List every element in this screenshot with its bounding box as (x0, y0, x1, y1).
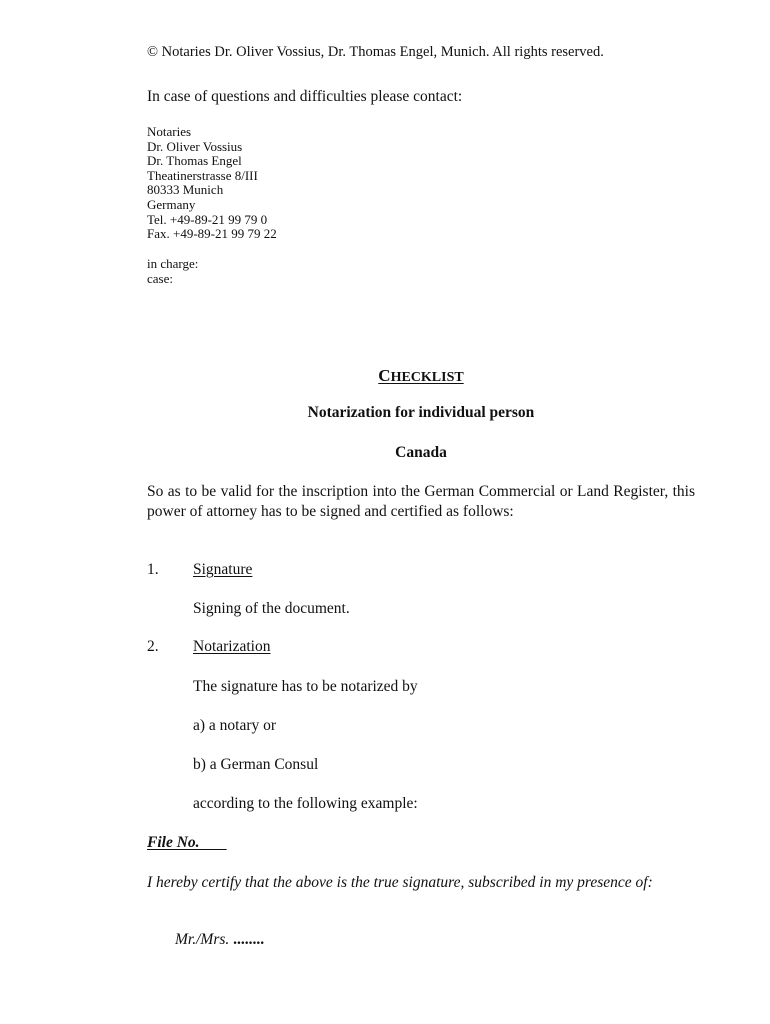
phone-line: Tel. +49-89-21 99 79 0 (147, 211, 268, 227)
in-charge-label: in charge: (147, 256, 199, 271)
file-number-label: File No. (147, 834, 227, 851)
person-placeholder: ........ (233, 931, 265, 948)
fax-line: Fax. +49-89-21 99 79 22 (147, 226, 277, 242)
option-consul: b) a German Consul (193, 756, 319, 773)
section-title: Notarization (193, 638, 271, 655)
case-meta (147, 257, 198, 286)
intro-paragraph: So as to be valid for the inscription into the German Commercial or Land Register, this power of attorney has to be signed and certified as follows: (147, 483, 695, 520)
section-heading-notarization (147, 638, 270, 656)
address-line: Germany (147, 196, 196, 212)
checklist-title-rest: HECKLIST (390, 370, 464, 385)
address-line: Dr. Oliver Vossius (147, 138, 243, 154)
section-title: Signature (193, 561, 253, 578)
certification-text: I hereby certify that the above is the true signature, subscribed in my presence of: (147, 874, 653, 891)
copyright-notice: © Notaries Dr. Oliver Vossius, Dr. Thomas Engel, Munich. All rights reserved. (147, 44, 604, 60)
person-line (175, 931, 264, 949)
section-number: 1. (147, 561, 159, 578)
notary-address-block (147, 125, 277, 242)
case-label: case: (147, 270, 173, 286)
section-paragraph: according to the following example: (193, 795, 418, 812)
section-number: 2. (147, 638, 159, 655)
address-line: 80333 Munich (147, 182, 224, 198)
section-paragraph: The signature has to be notarized by (193, 678, 418, 695)
person-label: Mr./Mrs. (175, 931, 234, 948)
option-notary: a) a notary or (193, 717, 277, 734)
address-line: Notaries (147, 124, 192, 139)
address-line: Theatinerstrasse 8/III (147, 167, 258, 183)
checklist-subtitle: Notarization for individual person (307, 404, 535, 421)
checklist-title (147, 366, 695, 386)
checklist-country: Canada (395, 444, 447, 461)
section-heading-signature (147, 561, 252, 579)
checklist-title-initial: C (378, 366, 391, 385)
section-paragraph: Signing of the document. (193, 600, 350, 617)
address-line: Dr. Thomas Engel (147, 153, 242, 169)
contact-intro: In case of questions and difficulties please contact: (147, 88, 463, 105)
